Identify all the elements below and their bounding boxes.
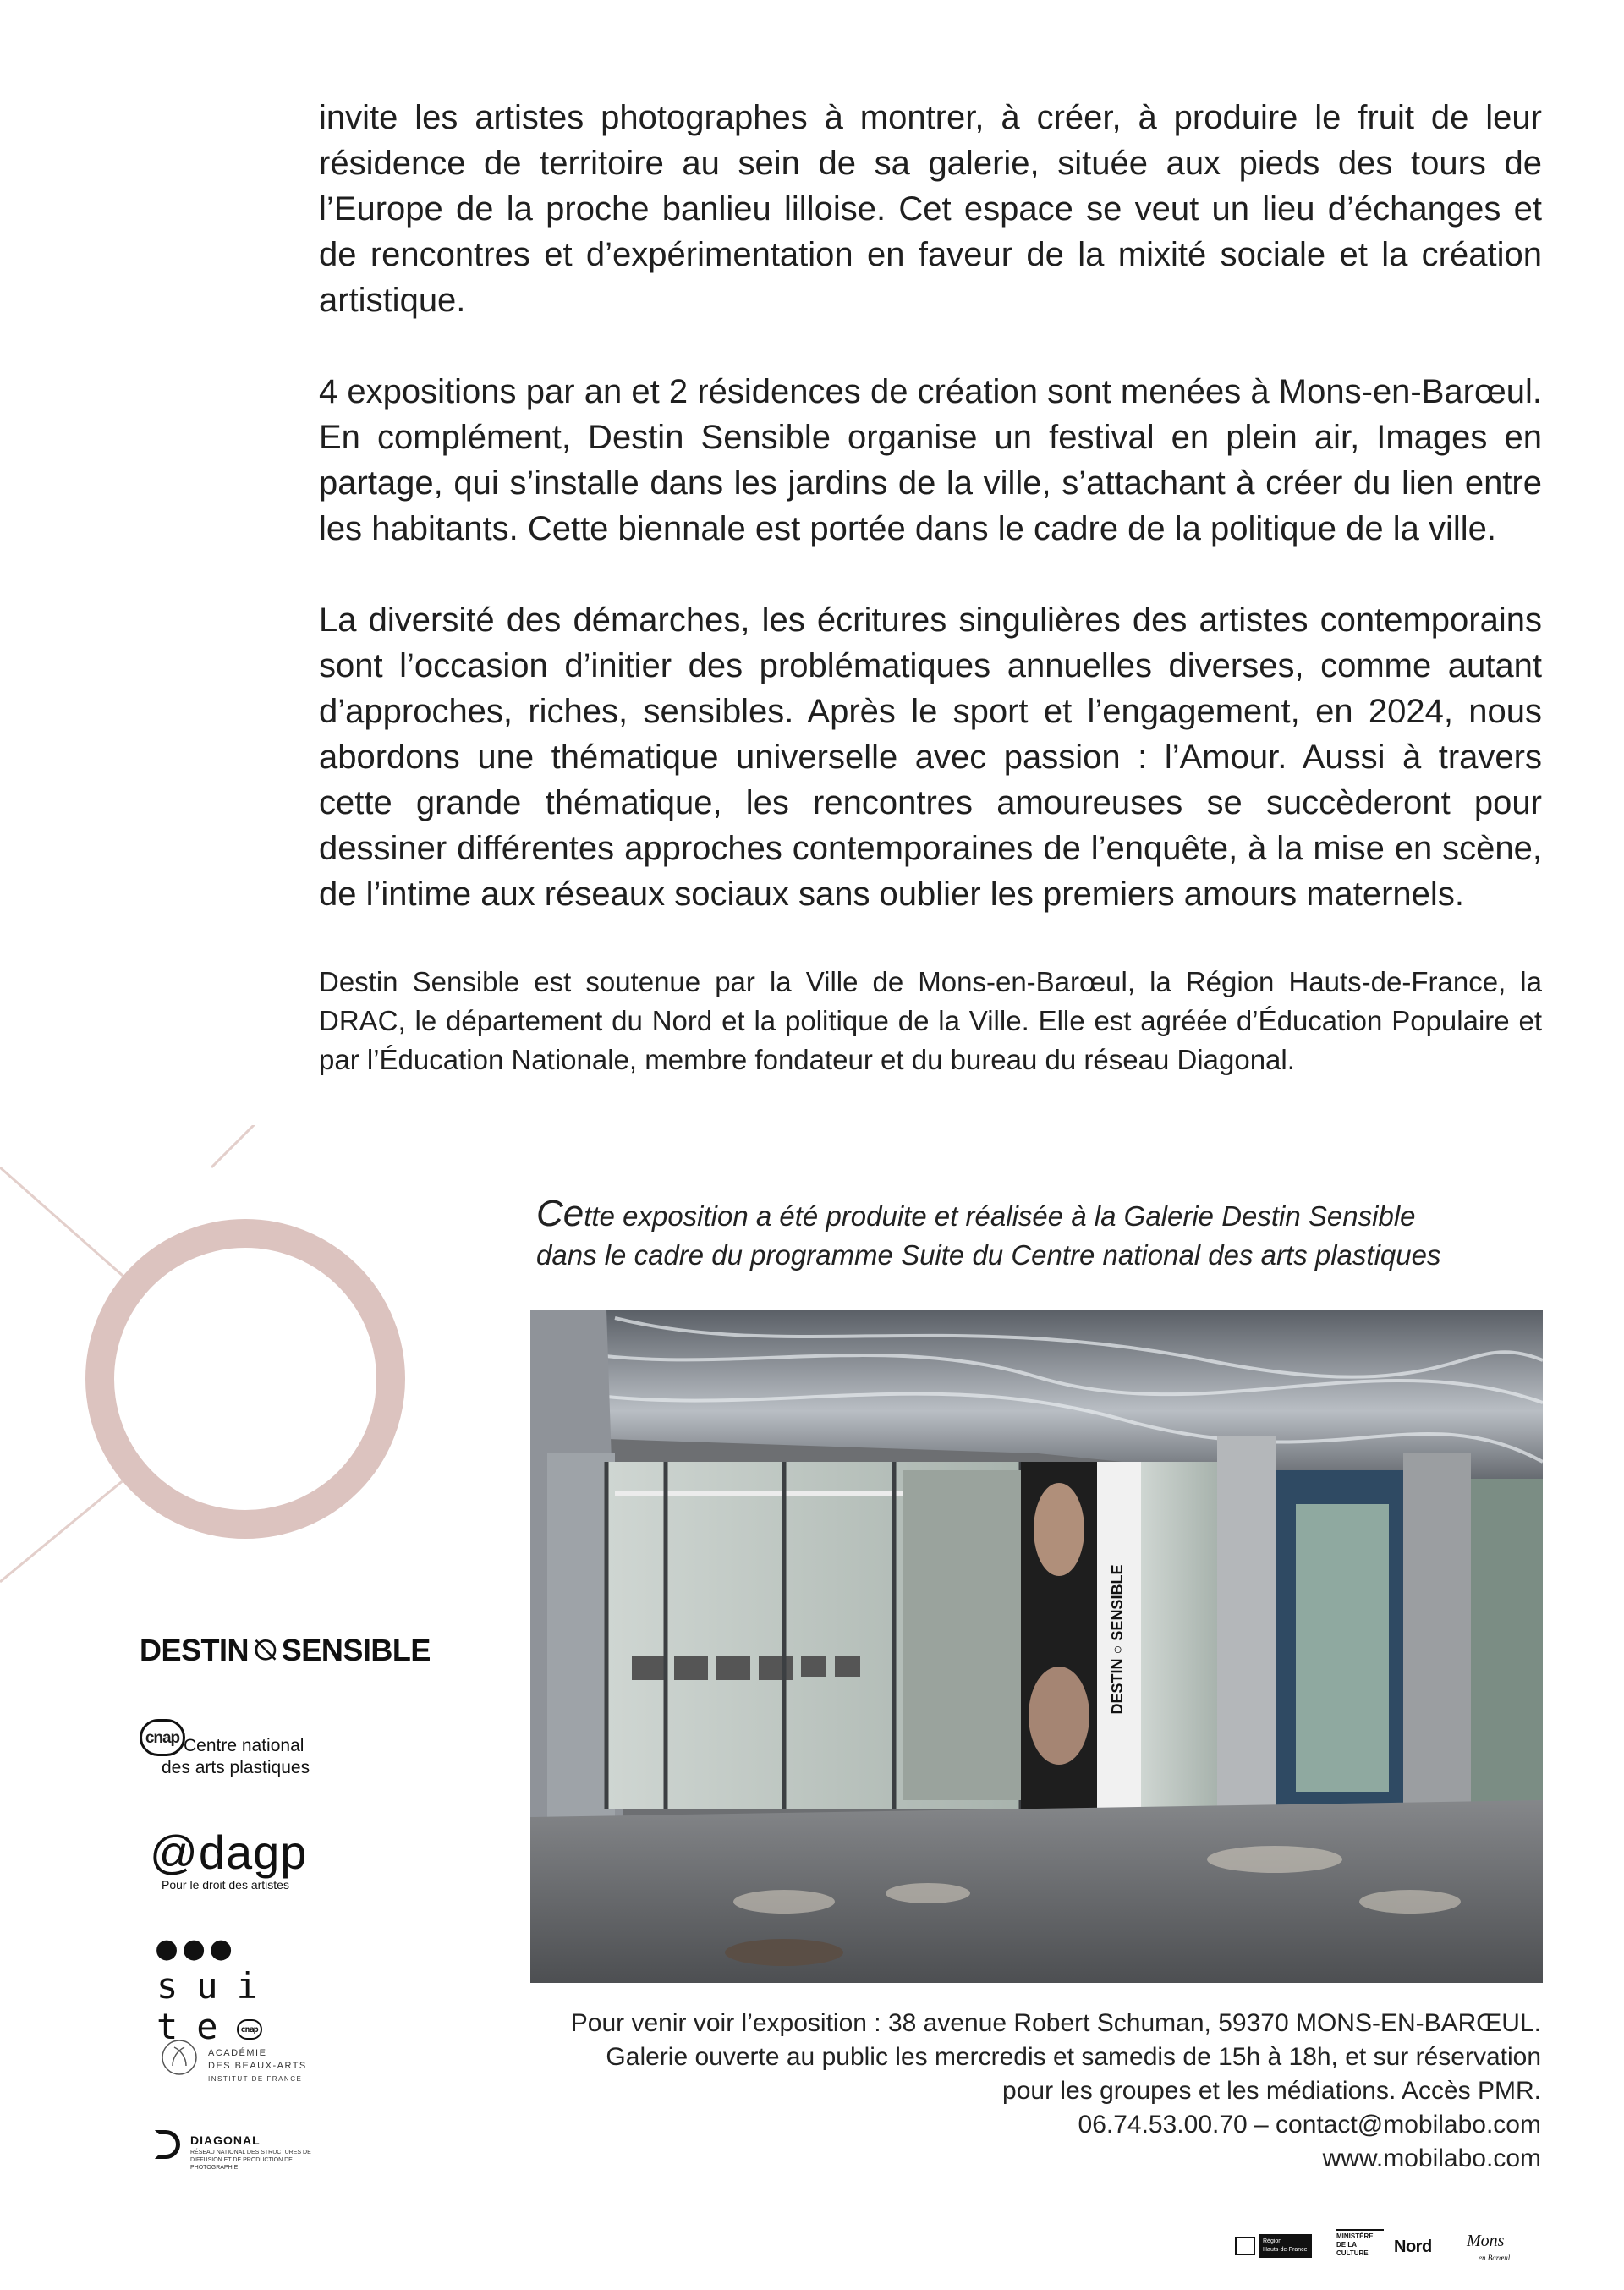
destin-logo-mark: ⦰: [254, 1634, 277, 1667]
diagonal-title: DIAGONAL: [190, 2133, 261, 2147]
mons-subtitle: en Barœul: [1479, 2254, 1511, 2262]
info-contact: 06.74.53.00.70 – contact@mobilabo.com: [1078, 2111, 1541, 2139]
suite-row-1: sui: [156, 1965, 277, 2007]
photo-banner-text: DESTIN ○ SENSIBLE: [1109, 1564, 1126, 1715]
paragraph-expositions: 4 expositions par an et 2 résidences de création sont menées à Mons-en-Barœul. En complément, Destin Sensible organise un festival en plein air, Images en partage, qui s’installe dans les jardins de la ville, s’attachant à créer du lien entre les habitants. Cette biennale est portée dans le cadre de la politique de la ville.: [319, 373, 1542, 547]
paragraph-demarches: La diversité des démarches, les écritures singulières des artistes contemporains sont l’occasion d’initier des problématiques annuelles diverses, comme autant d’approches, riches, sensibles. Après le sport et l’engagement, en 2024, nous abordons une thématique universelle avec passion : l’Amour. Aussi à travers cette grande thématique, les rencontres amoureuses se succèderont pour dessiner différentes approches contemporaines de l’enquête, à la mise en scène, de l’intime aux réseaux sociaux sans oublier les premiers amours maternels.: [319, 601, 1542, 913]
diagonal-subtitle: RÉSEAU NATIONAL DES STRUCTURES DE DIFFUSION ET DE PRODUCTION DE PHOTOGRAPHIE: [190, 2150, 311, 2171]
info-hours: Galerie ouverte au public les mercredis et samedis de 15h à 18h, et sur réservation: [606, 2043, 1541, 2071]
mons-logo: [1467, 2232, 1510, 2266]
cnap-line-1: Centre national: [184, 1736, 304, 1755]
laurel-icon: [161, 2039, 198, 2076]
academie-line-1: ACADÉMIE: [208, 2048, 267, 2058]
academie-text: [208, 2047, 307, 2085]
region-logo: [1235, 2234, 1312, 2258]
mons-name: Mons: [1467, 2232, 1505, 2250]
diagonal-mark-icon: [155, 2130, 180, 2159]
destin-logo-left: DESTIN: [140, 1633, 250, 1667]
info-address: Pour venir voir l’exposition : 38 avenue Robert Schuman, 59370 MONS-EN-BARŒUL.: [570, 2009, 1541, 2037]
paragraph-soutiens: Destin Sensible est soutenue par la Ville de Mons-en-Barœul, la Région Hauts-de-France, la DRAC, le département du Nord et la politique de la Ville. Elle est agréée d’Éducation Populaire et par l’Éducation Nationale, membre fondateur et du bureau du réseau Diagonal.: [319, 966, 1542, 1075]
visit-info: [508, 2007, 1541, 2176]
suite-logo: [156, 1930, 277, 2047]
nord-logo: Nord: [1394, 2238, 1432, 2256]
caption-line-1: [536, 1194, 1551, 1236]
exhibition-caption: [536, 1194, 1551, 1275]
caption-lead: Ce: [536, 1193, 584, 1234]
decorative-circle-lines: [0, 1125, 474, 1599]
region-name: Hauts-de-France: [1263, 2247, 1308, 2253]
suite-cnap-mark: cnap: [237, 2019, 262, 2040]
main-text: [319, 95, 1542, 1125]
gallery-photo: [530, 1310, 1543, 1983]
suite-row-2: te: [156, 2006, 237, 2047]
destin-logo-right: SENSIBLE: [281, 1633, 431, 1667]
logos-column: [140, 1633, 431, 2171]
info-website: www.mobilabo.com: [1322, 2144, 1541, 2172]
partner-logos: [1235, 2229, 1548, 2267]
ministere-logo: MINISTÈRE DE LA CULTURE: [1336, 2229, 1384, 2258]
cnap-line-2: des arts plastiques: [162, 1758, 310, 1777]
adagp-logo: [150, 1827, 307, 1892]
adagp-subtitle: Pour le droit des artistes: [162, 1878, 289, 1892]
academie-line-3: INSTITUT DE FRANCE: [208, 2075, 303, 2083]
caption-line-1-text: tte exposition a été produite et réalisée à la Galerie Destin Sensible: [584, 1200, 1416, 1232]
destin-sensible-logo: [140, 1633, 431, 1668]
region-mark-icon: [1235, 2237, 1255, 2255]
region-band: [1259, 2234, 1312, 2258]
academie-line-2: DES BEAUX-ARTS: [208, 2061, 307, 2071]
caption-line-2: dans le cadre du programme Suite du Centre national des arts plastiques: [536, 1239, 1441, 1271]
suite-dots: ●●●: [156, 1929, 239, 1968]
cnap-mark: cnap: [140, 1719, 185, 1756]
adagp-name: @dagp: [150, 1826, 308, 1879]
paragraph-intro: invite les artistes photographes à montrer, à créer, à produire le fruit de leur résidence de territoire au sein de sa galerie, située aux pieds des tours de l’Europe de la proche banlieu lilloise. Cet espace se veut un lieu d’échanges et de rencontres et d’expérimentation en faveur de la mixité sociale et la création artistique.: [319, 99, 1542, 319]
region-top: Région: [1263, 2238, 1282, 2244]
info-groups: pour les groupes et les médiations. Accès PMR.: [1002, 2077, 1541, 2105]
gallery-photo-illustration: [530, 1310, 1543, 1983]
